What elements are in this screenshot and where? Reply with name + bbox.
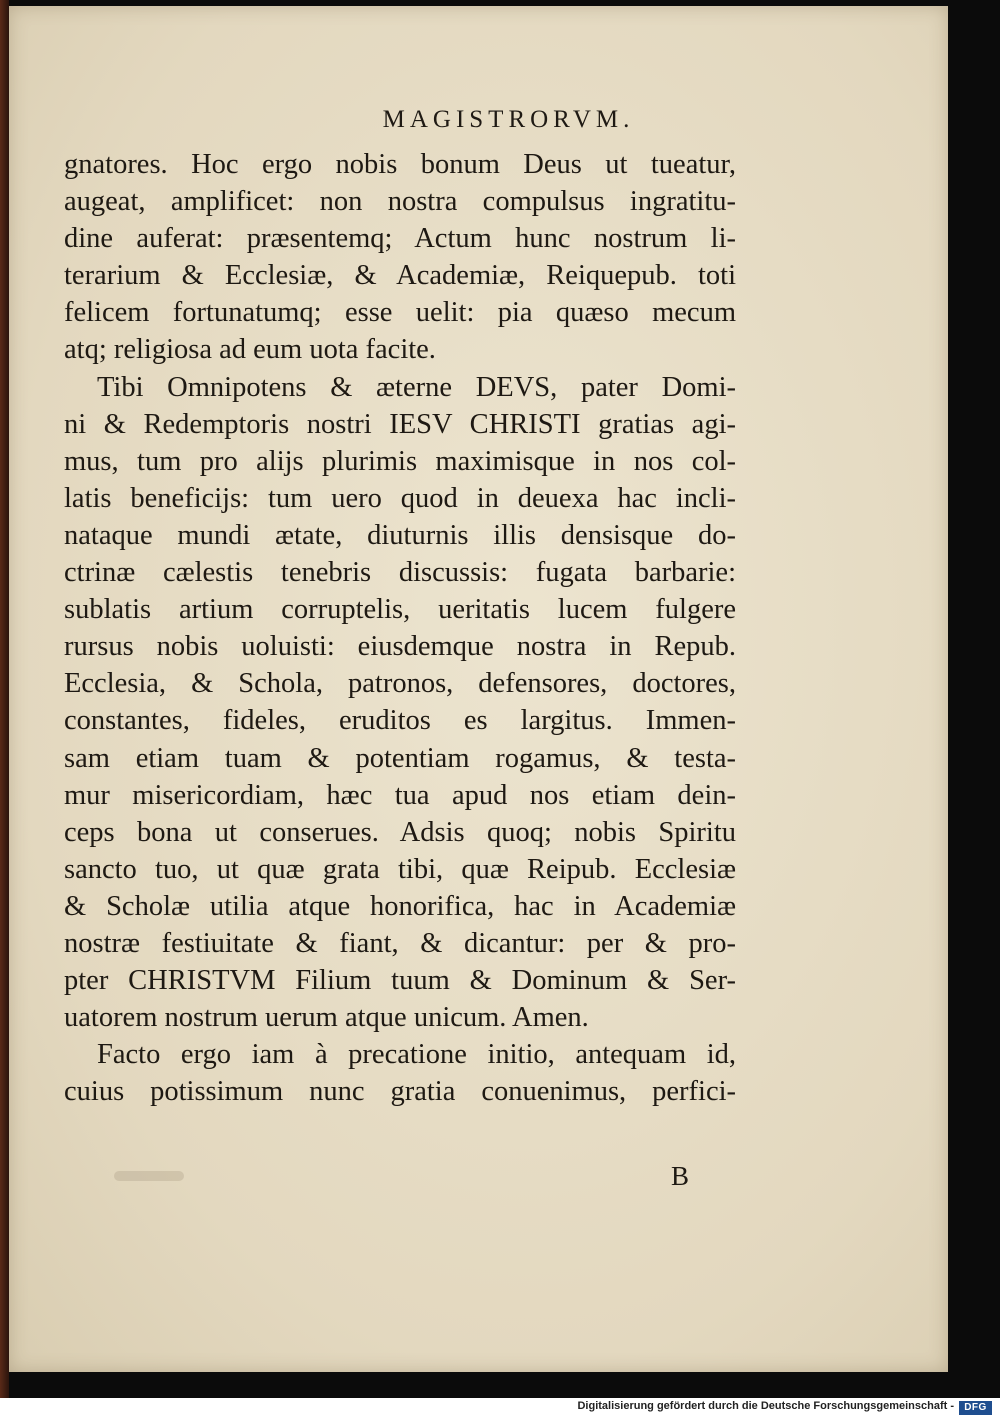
ink-smudge (114, 1171, 184, 1181)
text-line: cuius potissimum nunc gratia conuenimus, perfici- (64, 1076, 736, 1108)
text-line: Ecclesia, & Schola, patronos, defensores, doctores, (64, 668, 736, 700)
text-line: atq; religiosa ad eum uota facite. (64, 334, 436, 366)
funding-credit: Digitalisierung gefördert durch die Deutsche Forschungsgemeinschaft - (577, 1400, 954, 1412)
running-head: MAGISTRORVM. (382, 106, 635, 133)
text-line: felicem fortunatumq; esse uelit: pia quæso mecum (64, 297, 736, 329)
text-line: sancto tuo, ut quæ grata tibi, quæ Reipub. Ecclesiæ (64, 853, 736, 885)
text-line: gnatores. Hoc ergo nobis bonum Deus ut tueatur, (64, 149, 736, 180)
text-line: terarium & Ecclesiæ, & Academiæ, Reiquepub. toti (64, 260, 736, 292)
text-line: ctrinæ cælestis tenebris discussis: fugata barbarie: (64, 557, 736, 589)
text-line: pter CHRISTVM Filium tuum & Dominum & Ser- (64, 965, 736, 997)
footer-bar (0, 1398, 1000, 1418)
text-line: Facto ergo iam à precatione initio, antequam id, (97, 1039, 736, 1071)
dfg-logo-icon: DFG (959, 1401, 992, 1415)
text-line: augeat, amplificet: non nostra compulsus ingratitu- (64, 186, 736, 218)
text-line: nostræ festiuitate & fiant, & dicantur: per & pro- (64, 927, 736, 959)
text-line: rursus nobis uoluisti: eiusdemque nostra in Repub. (64, 631, 736, 663)
text-line: mur misericordiam, hæc tua apud nos etiam dein- (64, 779, 736, 811)
text-line: nataque mundi ætate, diuturnis illis densisque do- (64, 519, 736, 551)
body-text (64, 146, 736, 1110)
text-line: dine auferat: præsentemq; Actum hunc nostrum li- (64, 223, 736, 255)
text-line: constantes, fideles, eruditos es largitus. Immen- (64, 705, 736, 737)
text-line: mus, tum pro alijs plurimis maximisque in nos col- (64, 445, 736, 477)
book-spine-edge (0, 0, 9, 1398)
text-line: latis beneficijs: tum uero quod in deuexa hac incli- (64, 482, 736, 514)
text-line: ceps bona ut conserues. Adsis quoq; nobis Spiritu (64, 816, 736, 848)
signature-mark: B (671, 1161, 690, 1191)
text-line: sam etiam tuam & potentiam rogamus, & testa- (64, 742, 736, 774)
text-line: uatorem nostrum uerum atque unicum. Amen. (64, 1002, 589, 1034)
book-page (9, 6, 948, 1372)
text-line: ni & Redemptoris nostri IESV CHRISTI gratias agi- (64, 408, 736, 440)
text-line: sublatis artium corruptelis, ueritatis lucem fulgere (64, 594, 736, 626)
text-line: & Scholæ utilia atque honorifica, hac in Academiæ (64, 890, 736, 922)
text-line: Tibi Omnipotens & æterne DEVS, pater Domi- (97, 371, 736, 403)
